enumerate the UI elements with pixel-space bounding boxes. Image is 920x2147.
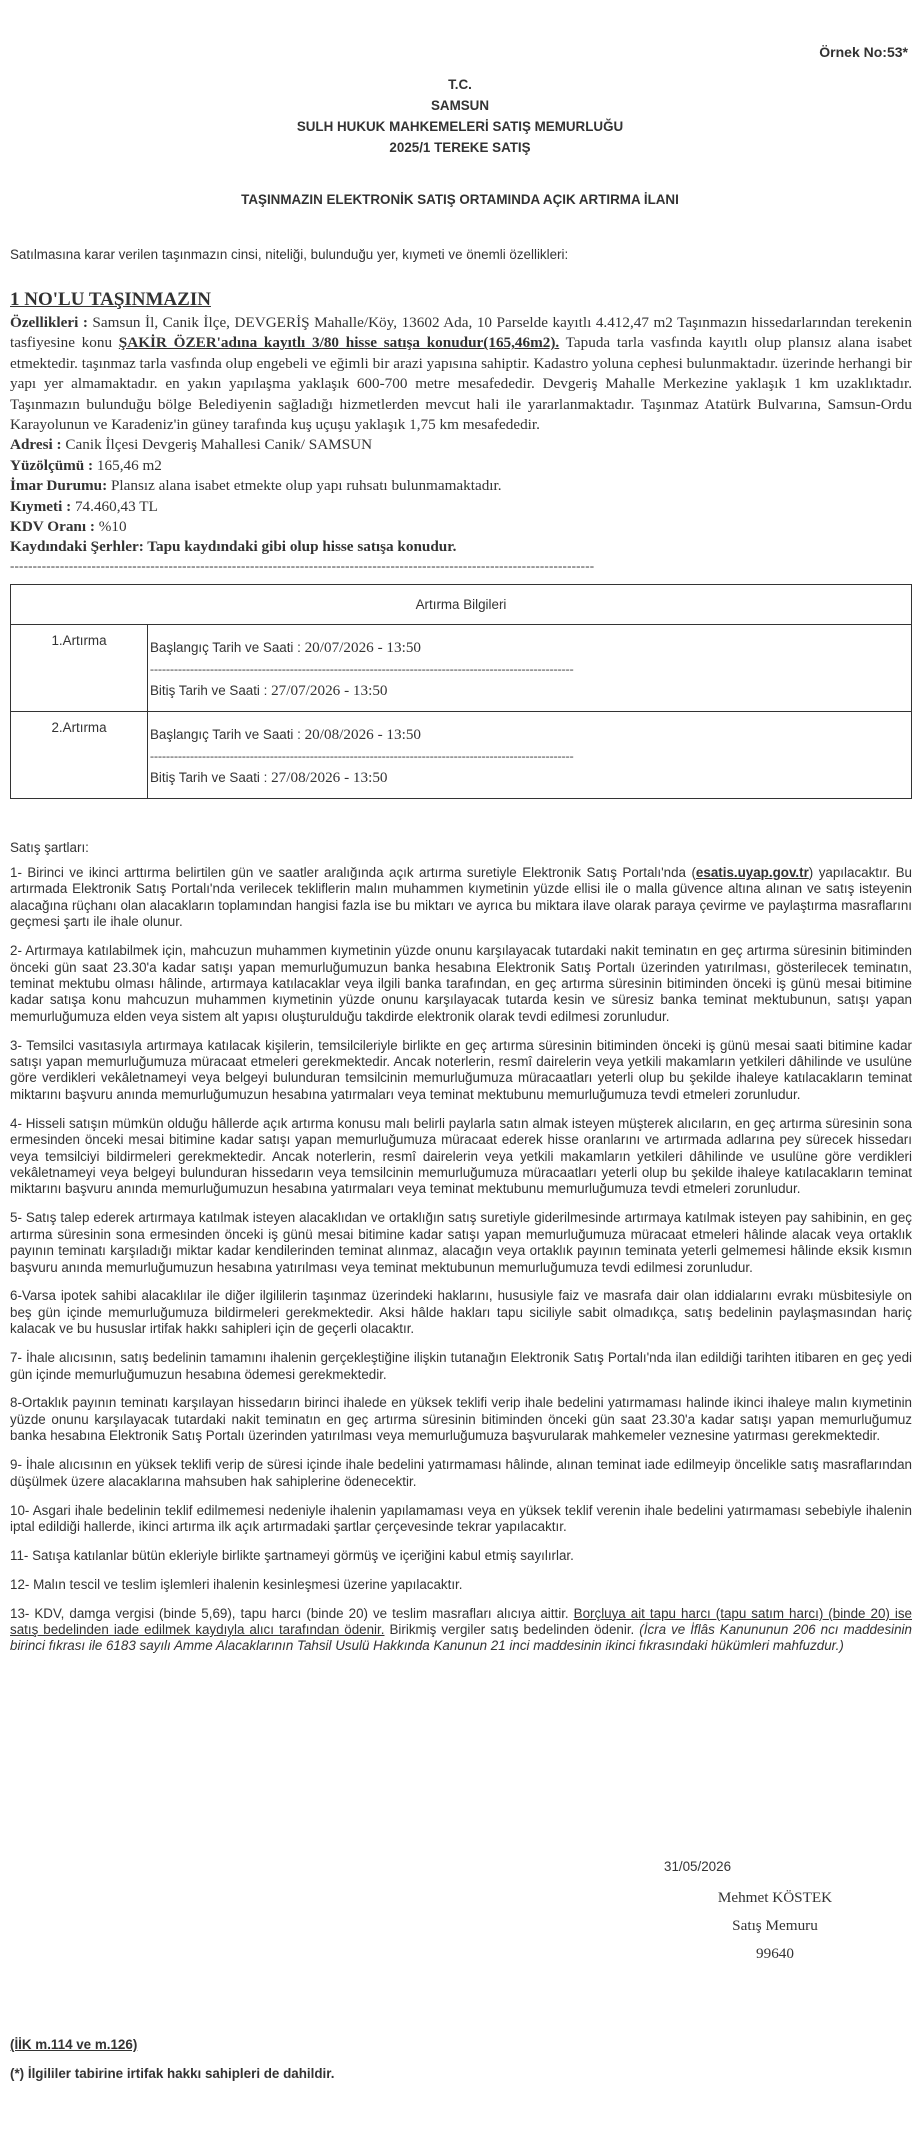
ozellik-hisse: ŞAKİR ÖZER'adına kayıtlı 3/80 hisse satışa konudur(165,46m2). (118, 334, 560, 352)
ozellik-text-1: Samsun İl, Canik İlçe, DEVGERİŞ Mahalle/Köy, 13602 Ada, 10 Parselde kayıtlı 4.412,47 m2 Taşınmazın hissedarlarından terekenin tasfiyesine konu (10, 314, 912, 352)
signature-block (690, 1884, 860, 1968)
ozellik-text-2: Tapuda tarla vasfında kayıtlı olup plansız alana isabet etmektedir. taşınmaz tarla vasfında olup engebeli ve eğimli bir arazi yapısına sahiptir. Kadastro yoluna cephesi bulunmaktadır. üzerinde herhangi bir yapı yer almamaktadır. en yakın yapılaşma yaklaşık 600-700 metre mesafededir. Devgeriş Mahalle Merkezine yaklaşık 1 km uzaklıktadır. Taşınmazın bulunduğu bölge Belediyenin sağladığı hizmetlerden mevcut hali ile yararlanmaktadır. Taşınmaz Atatürk Bulvarına, Samsun-Ordu Karayolunun ve Karadeniz'in güney tarafında kuş uçuşu yaklaşık 1,75 km mesafededir. (10, 334, 912, 434)
bitis-label: Bitiş Tarih ve Saati : (150, 770, 272, 785)
tasinmaz-imar (10, 476, 912, 496)
artirma-dash: ---------------------------------------------------------------------------------------------------------- (150, 662, 574, 676)
sart-1-text-b: ) yapılacaktır. Bu artırmada Elektronik Satış Portalı'nda verilecek tekliflerin malın muhammen kıymetinin yüzde ellisi ile o malla güvence altına alınan ve satış isteyenin alacağına rüçhanı olan alacakların toplamından hangisi fazla ise bu miktarı ve ayrıca bu miktara ilave olarak paraya çevirme ve paylaştırma masraflarını geçmesi şartı ile ihale olunur. (10, 865, 912, 930)
sart-1 (10, 865, 912, 931)
imar-value: Plansız alana isabet etmekte olup yapı ruhsatı bulunmamaktadır. (107, 477, 502, 495)
adres-label: Adresi : (10, 436, 62, 454)
tasinmaz-yuzolcumu (10, 456, 912, 476)
signer-number: 99640 (756, 1945, 794, 1962)
signer-title: Satış Memuru (732, 1917, 818, 1934)
serhler-text: Kaydındaki Şerhler: Tapu kaydındaki gibi olup hisse satışa konudur. (10, 538, 457, 556)
tasinmaz-kiymet (10, 497, 912, 517)
sart-13 (10, 1606, 912, 1655)
sart-2: 2- Artırmaya katılabilmek için, mahcuzun muhammen kıymetinin yüzde onunu karşılayacak tutardaki nakit teminatın en geç artırma süresinin bitiminden önceki gün saat 23.30'a kadar satışı yapan memurluğumuzun banka hesabına Elektronik Satış Portalı üzerinden yatırılması, gösterilecek teminatın, teminat mektubu olması hâlinde, artırmaya katılacaklar veya ilgili banka tarafından, en geç artırma süresinin bitiminden önceki iş günü mesai bitimine kadar satışa konu mahcuzun muhammen kıymetinin yüzde onunu karşılayacak tutarda kesin ve süresiz banka teminat mektubunun, satışı yapan memurluğumuza elden veya sistem alt yapısı oluşturulduğu takdirde elektronik olarak tevdi edilmesi zorunludur. (10, 943, 912, 1024)
adres-value: Canik İlçesi Devgeriş Mahallesi Canik/ SAMSUN (61, 436, 373, 454)
header-file-no: 2025/1 TEREKE SATIŞ (389, 140, 531, 155)
table-row (11, 625, 912, 712)
kdv-label: KDV Oranı : (10, 518, 95, 536)
sart-9: 9- İhale alıcısının en yüksek teklifi verip de süresi içinde ihale bedelini yatırmaması hâlinde, alınan teminat iade edilmeyip öncelikle satış masraflarından düşülmek üzere alacaklarına mahsuben hak sahiplerine ödenecektir. (10, 1457, 912, 1489)
signer-name: Mehmet KÖSTEK (717, 1889, 833, 1906)
sartlar-title: Satış şartları: (10, 840, 89, 855)
kdv-value: %10 (94, 518, 127, 536)
artirma-label: 1.Artırma (11, 625, 148, 712)
artirma-dates (148, 712, 912, 799)
baslangic-label: Başlangıç Tarih ve Saati : (150, 727, 305, 742)
tasinmaz-adres (10, 435, 912, 455)
sart-13-italic: (İcra ve İflâs Kanununun 206 ncı maddesinin birinci fıkrası ile 6183 sayılı Amme Alacaklarının Tahsil Usulü Hakkında Kanunun 21 inci maddesinin ikinci fıkrasındaki hükümleri mahfuzdur.) (10, 1622, 912, 1654)
sart-3: 3- Temsilci vasıtasıyla artırmaya katılacak kişilerin, temsilcileriyle birlikte en geç artırma süresinin bitiminden önceki iş günü mesai saati bitimine kadar satışı yapan memurluğumuza müracaat etmeleri gerekmektedir. Ancak noterlerin, resmî dairelerin veya yetkili makamların yetkileri dâhilinde ve usulüne göre verdikleri vekâletnameyi veya belgeyi bulunduran temsilcinin memurluğumuza müracaatları yeterli olup bu şekilde ihaleye katılacakların teminat miktarını başvuru anında memurluğumuzun hesabına yatırmaları veya teminat mektubunu memurluğumuza tevdi etmeleri zorunludur. (10, 1037, 912, 1102)
kiymet-label: Kıymeti : (10, 497, 72, 515)
sart-12: 12- Malın tescil ve teslim işlemleri ihalenin kesinleşmesi üzerine yapılacaktır. (10, 1576, 463, 1592)
artirma-table-header: Artırma Bilgileri (11, 585, 912, 625)
document-header (10, 74, 910, 158)
baslangic-value: 20/08/2026 - 13:50 (304, 726, 422, 743)
artirma-label: 2.Artırma (11, 712, 148, 799)
header-office: SULH HUKUK MAHKEMELERİ SATIŞ MEMURLUĞU (296, 119, 624, 134)
tasinmaz-title: 1 NO'LU TAŞINMAZIN (10, 289, 211, 310)
header-city: SAMSUN (430, 98, 490, 113)
sart-13-text-a: 13- KDV, damga vergisi (binde 5,69), tapu harcı (binde 20) ve teslim masrafları alıcıya aittir. (10, 1605, 574, 1621)
iik-reference (10, 2037, 137, 2052)
sart-5: 5- Satış talep ederek artırmaya katılmak isteyen alacaklıdan ve ortaklığın satış suretiyle giderilmesinde artırmaya katılmak isteyen pay sahibinin, en geç artırma süresinin sona ermesinden önceki iş günü mesai bitimine kadar satışı yapan memurluğumuza müracaat etmeleri hâlinde alacak veya ortaklık payının teminatı karşıladığı miktar kadar kendilerinden teminat alınmaz, alacağın veya ortaklık payının teminata yeterli gelmemesi hâlinde eksik kısmın başvuru anında memurluğumuzun hesabına yatırılması veya teminat mektubunun memurluğumuza tevdi edilmesi zorunludur. (10, 1210, 912, 1275)
baslangic-value: 20/07/2026 - 13:50 (304, 639, 422, 656)
footnote: (*) İlgililer tabirine irtifak hakkı sahipleri de dahildir. (10, 2066, 335, 2081)
esatis-link[interactable]: esatis.uyap.gov.tr (695, 865, 809, 880)
tasinmaz-section (10, 288, 912, 558)
bitis-line (150, 769, 909, 787)
baslangic-line (150, 639, 909, 657)
sart-7: 7- İhale alıcısının, satış bedelinin tamamını ihalenin gerçekleştiğine ilişkin tutanağın Elektronik Satış Portalı'nda ilan edildiği tarihten itibaren en geç yedi gün içinde memurluğumuzun hesabına ödemesi gerekmektedir. (10, 1350, 912, 1382)
bitis-line (150, 682, 909, 700)
bitis-value: 27/07/2026 - 13:50 (271, 682, 388, 699)
yuzolcumu-value: 165,46 m2 (93, 456, 162, 474)
tasinmaz-kdv (10, 517, 912, 537)
intro-text: Satılmasına karar verilen taşınmazın cinsi, niteliği, bulunduğu yer, kıymeti ve önemli özellikleri: (10, 247, 569, 262)
artirma-dates (148, 625, 912, 712)
imar-label: İmar Durumu: (10, 477, 108, 495)
header-tc: T.C. (448, 77, 472, 92)
sart-4: 4- Hisseli satışın mümkün olduğu hâllerde açık artırma konusu malı belirli paylarla satın almak isteyen müşterek alıcıların, en geç artırma süresinin sona ermesinden önceki mesai bitimine kadar satışı yapan memurluğumuza müracaat ederek hisse oranlarını ve artırmada adlarına pey sürecek hissedarı veya temsilciyi bildirmeleri gerekmektedir. Ancak noterlerin, resmî dairelerin veya yetkili makamların yetkileri dâhilinde ve usulüne göre verdikleri vekâletnameyi veya belgeyi bulunduran hissedarın veya temsilcinin memurluğumuza müracaatları yeterli olup bu şekilde ihaleye katılacakların teminat miktarını başvuru anında memurluğumuzun hesabına yatırmaları veya teminat mektubunu memurluğumuza tevdi etmeleri zorunludur. (10, 1115, 912, 1197)
bitis-label: Bitiş Tarih ve Saati : (150, 683, 272, 698)
separator-line: --------------------------------------------------------------------------------------------------------------------------------- (10, 558, 595, 573)
sart-11: 11- Satışa katılanlar bütün ekleriyle birlikte şartnameyi görmüş ve içeriğini kabul etmiş sayılırlar. (10, 1547, 574, 1563)
sart-6: 6-Varsa ipotek sahibi alacaklılar ile diğer ilgililerin taşınmaz üzerindeki haklarını, hususiyle faiz ve masrafa dair olan iddialarını evrakı müsbitesiyle on beş gün içinde memurluğumuza bildirmeleri gerekmektedir. Aksi hâlde hakları tapu siciliyle sabit olmadıkça, satış bedelinin paylaşmasından hariç kalacak ve bu hususlar irtifak hakkı sahipleri için de geçerli olacaktır. (10, 1288, 912, 1337)
iik-text: (İİK m.114 ve m.126) (10, 2037, 138, 2052)
baslangic-label: Başlangıç Tarih ve Saati : (150, 640, 305, 655)
baslangic-line (150, 726, 909, 744)
yuzolcumu-label: Yüzölçümü : (10, 456, 94, 474)
sartlar-list (10, 865, 912, 1667)
artirma-table (10, 584, 912, 799)
sart-8: 8-Ortaklık payının teminatı karşılayan hissedarın birinci ihalede en yüksek teklifi verip ihale bedelini yatırmaması halinde ikinci ihaleye malın kıymetinin yüzde onunu karşılayacak tutardaki nakit teminatın en geç artırma süresinin bitiminden önceki gün saat 23.30'a kadar satışı yapan memurluğumuz banka hesabına Elektronik Satış Portalı üzerinden yatırılması veya memurluğumuza başvurularak mahkemeler veznesine yatırması gerekmektedir. (10, 1395, 912, 1444)
sart-1-text-a: 1- Birinci ve ikinci arttırma belirtilen gün ve saatler aralığında açık artırma suretiyle Elektronik Satış Portalı'nda ( (10, 865, 696, 880)
ornek-no: Örnek No:53* (819, 44, 908, 60)
tasinmaz-serhler (10, 537, 912, 557)
kiymet-value: 74.460,43 TL (71, 497, 158, 515)
table-row (11, 712, 912, 799)
tasinmaz-ozellikler (10, 313, 912, 435)
ilan-title: TAŞINMAZIN ELEKTRONİK SATIŞ ORTAMINDA AÇIK ARTIRMA İLANI (241, 192, 679, 207)
sart-13-underlined: Borçluya ait tapu harcı (tapu satım harcı) (binde 20) ise satış bedelinden iade edilmek kaydıyla alıcı tarafından ödenir. (10, 1605, 912, 1638)
artirma-dash: ---------------------------------------------------------------------------------------------------------- (150, 749, 574, 763)
ozellik-label: Özellikleri : (10, 314, 88, 331)
bitis-value: 27/08/2026 - 13:50 (271, 769, 388, 786)
sart-10: 10- Asgari ihale bedelinin teklif edilmemesi nedeniyle ihalenin yapılamaması veya en yüksek teklif verenin ihale bedelini yatırmaması sebebiyle ihalenin iptal edildiği hallerde, ikinci artırma ilk açık artırmadaki şartlar çerçevesinde tekrar yapılacaktır. (10, 1502, 912, 1534)
sart-13-text-b: Birikmiş vergiler satış bedelinden ödenir. (384, 1622, 640, 1638)
document-date: 31/05/2026 (664, 1859, 732, 1874)
